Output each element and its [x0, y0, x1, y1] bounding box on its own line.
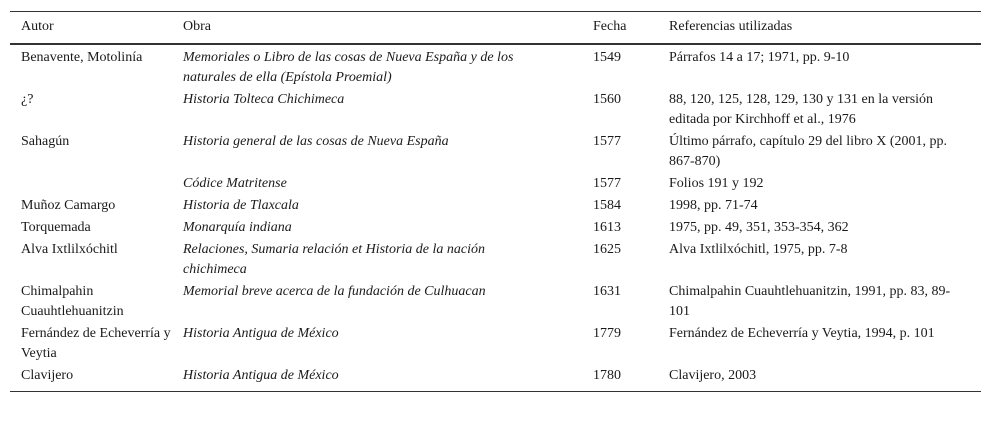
cell-obra: Historia de Tlaxcala [183, 198, 299, 213]
table-row [10, 217, 981, 239]
cell-obra: Relaciones, Sumaria relación et Historia de la nación chichimeca [183, 242, 485, 277]
cell-fecha: 1577 [593, 176, 621, 191]
header-referencias: Referencias utilizadas [658, 12, 981, 45]
cell-autor: ¿? [21, 92, 34, 107]
cell-obra: Historia Antigua de México [183, 326, 339, 341]
table-row [10, 131, 981, 173]
cell-obra: Códice Matritense [183, 176, 287, 191]
cell-obra: Historia Tolteca Chichimeca [183, 92, 345, 107]
table-row [10, 323, 981, 365]
header-autor: Autor [10, 12, 172, 45]
table-header [10, 12, 981, 45]
cell-referencias: Chimalpahin Cuauhtlehuanitzin, 1991, pp. 83, 89-101 [669, 284, 951, 319]
cell-referencias: Alva Ixtlilxóchitl, 1975, pp. 7-8 [669, 242, 848, 257]
cell-fecha: 1613 [593, 220, 621, 235]
cell-obra: Memoriales o Libro de las cosas de Nueva España y de los naturales de ella (Epístola Proemial) [183, 50, 514, 85]
cell-referencias: Párrafos 14 a 17; 1971, pp. 9-10 [669, 50, 850, 65]
cell-referencias: Clavijero, 2003 [669, 368, 757, 383]
cell-referencias: 1975, pp. 49, 351, 353-354, 362 [669, 220, 849, 235]
cell-referencias: 88, 120, 125, 128, 129, 130 y 131 en la versión editada por Kirchhoff et al., 1976 [669, 92, 934, 127]
table-row [10, 365, 981, 392]
cell-autor: Alva Ixtlilxóchitl [21, 242, 118, 257]
cell-autor: Sahagún [21, 134, 70, 149]
cell-obra: Historia Antigua de México [183, 368, 339, 383]
table-row [10, 281, 981, 323]
header-row [10, 12, 981, 45]
cell-fecha: 1631 [593, 284, 621, 299]
cell-referencias: 1998, pp. 71-74 [669, 198, 758, 213]
cell-referencias: Fernández de Echeverría y Veytia, 1994, p. 101 [669, 326, 935, 341]
table-row [10, 239, 981, 281]
cell-fecha: 1577 [593, 134, 621, 149]
cell-autor: Fernández de Echeverría y Veytia [21, 326, 171, 361]
cell-referencias: Folios 191 y 192 [669, 176, 764, 191]
references-table [10, 11, 981, 392]
table-body [10, 44, 981, 392]
table-row [10, 44, 981, 89]
cell-autor: Torquemada [21, 220, 91, 235]
cell-referencias: Último párrafo, capítulo 29 del libro X (2001, pp. 867-870) [669, 134, 947, 169]
cell-fecha: 1584 [593, 198, 621, 213]
table-row [10, 89, 981, 131]
cell-obra: Memorial breve acerca de la fundación de Culhuacan [183, 284, 486, 299]
cell-autor [10, 173, 172, 195]
cell-fecha: 1780 [593, 368, 621, 383]
cell-autor: Clavijero [21, 368, 74, 383]
cell-autor: Benavente, Motolinía [21, 50, 143, 65]
cell-fecha: 1560 [593, 92, 621, 107]
cell-autor: Chimalpahin Cuauhtlehuanitzin [21, 284, 124, 319]
cell-obra: Historia general de las cosas de Nueva España [183, 134, 449, 149]
table-row [10, 195, 981, 217]
header-fecha: Fecha [582, 12, 658, 45]
table-row [10, 173, 981, 195]
header-obra: Obra [172, 12, 582, 45]
cell-fecha: 1549 [593, 50, 621, 65]
cell-obra: Monarquía indiana [183, 220, 292, 235]
cell-autor: Muñoz Camargo [21, 198, 116, 213]
cell-fecha: 1779 [593, 326, 621, 341]
cell-fecha: 1625 [593, 242, 621, 257]
